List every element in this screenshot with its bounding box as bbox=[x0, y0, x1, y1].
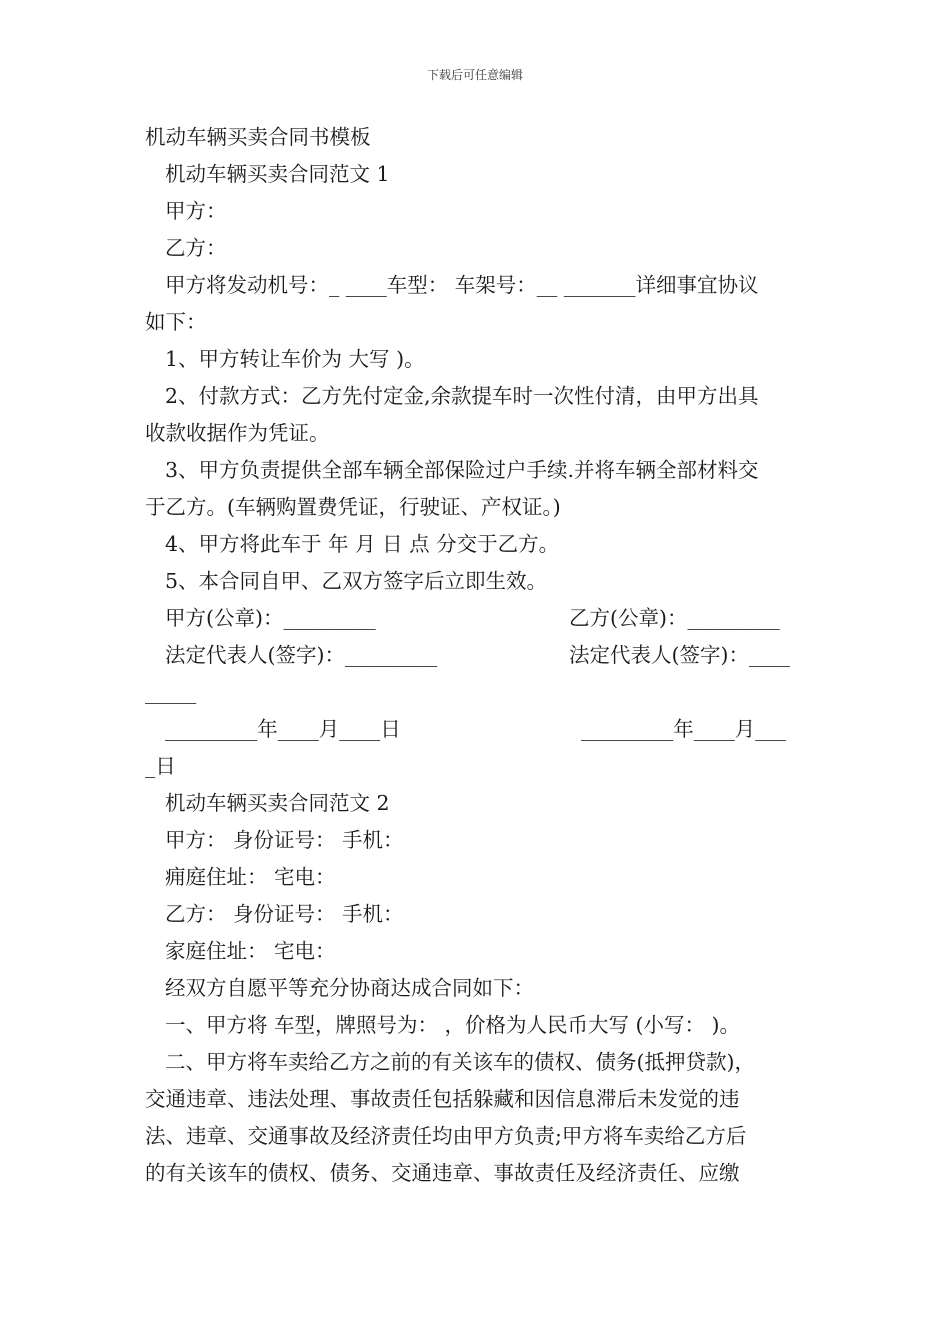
section1-heading: 机动车辆买卖合同范文 1 bbox=[165, 162, 390, 186]
clause-2-line-3: 法、违章、交通事故及经济责任均由甲方负责;甲方将车卖给乙方后 bbox=[145, 1124, 747, 1148]
date-party-b: _________年____月___ bbox=[581, 717, 786, 741]
party-a-address-line: 痈庭住址： 宅电： bbox=[165, 865, 336, 889]
date-party-a: _________年____月____日 bbox=[165, 717, 401, 741]
clause-2-line-4: 的有关该车的债权、债务、交通违章、事故责任及经济责任、应缴 bbox=[145, 1161, 740, 1185]
item-3-line-1: 3、甲方负责提供全部车辆全部保险过户手续.并将车辆全部材料交 bbox=[165, 458, 759, 482]
representative-continuation: _____ bbox=[145, 680, 197, 704]
clause-2-line-1: 二、甲方将车卖给乙方之前的有关该车的债权、债务(抵押贷款)， bbox=[165, 1050, 755, 1074]
item-3-line-2: 于乙方。(车辆购置费凭证，行驶证、产权证。) bbox=[145, 495, 561, 519]
intro-line-1: 甲方将发动机号：_ ____车型： 车架号：__ _______详细事宜协议 bbox=[165, 273, 759, 297]
date-continuation: _日 bbox=[145, 754, 176, 778]
seal-row bbox=[145, 600, 807, 637]
party-b-id-line: 乙方： 身份证号： 手机： bbox=[165, 902, 404, 926]
party-b-label: 乙方： bbox=[165, 236, 227, 260]
item-5: 5、本合同自甲、乙双方签字后立即生效。 bbox=[165, 569, 548, 593]
representative-row bbox=[145, 637, 807, 674]
party-b-address-line: 家庭住址： 宅电： bbox=[165, 939, 336, 963]
document-body bbox=[145, 119, 807, 1192]
document-title: 机动车辆买卖合同书模板 bbox=[145, 125, 371, 149]
party-a-label: 甲方： bbox=[165, 199, 227, 223]
clause-1: 一、甲方将 车型，牌照号为： ，价格为人民币大写 (小写： )。 bbox=[165, 1013, 741, 1037]
intro-line-2: 如下： bbox=[145, 310, 207, 334]
agreement-line: 经双方自愿平等充分协商达成合同如下： bbox=[165, 976, 534, 1000]
seal-party-a: 甲方(公章)：_________ bbox=[165, 606, 376, 630]
item-2-line-2: 收款收据作为凭证。 bbox=[145, 421, 330, 445]
date-row bbox=[145, 711, 807, 748]
clause-2-line-2: 交通违章、违法处理、事故责任包括躲藏和因信息滞后未发觉的违 bbox=[145, 1087, 740, 1111]
representative-party-b: 法定代表人(签字)：____ bbox=[569, 643, 790, 667]
representative-party-a: 法定代表人(签字)：_________ bbox=[165, 643, 438, 667]
seal-party-b: 乙方(公章)：_________ bbox=[569, 606, 780, 630]
item-2-line-1: 2、付款方式：乙方先付定金,余款提车时一次性付清，由甲方出具 bbox=[165, 384, 759, 408]
item-1: 1、甲方转让车价为 大写 )。 bbox=[165, 347, 425, 371]
page-header-note: 下载后可任意编辑 bbox=[426, 68, 523, 82]
party-a-id-line: 甲方： 身份证号： 手机： bbox=[165, 828, 404, 852]
item-4: 4、甲方将此车于 年 月 日 点 分交于乙方。 bbox=[165, 532, 560, 556]
section2-heading: 机动车辆买卖合同范文 2 bbox=[165, 791, 390, 815]
